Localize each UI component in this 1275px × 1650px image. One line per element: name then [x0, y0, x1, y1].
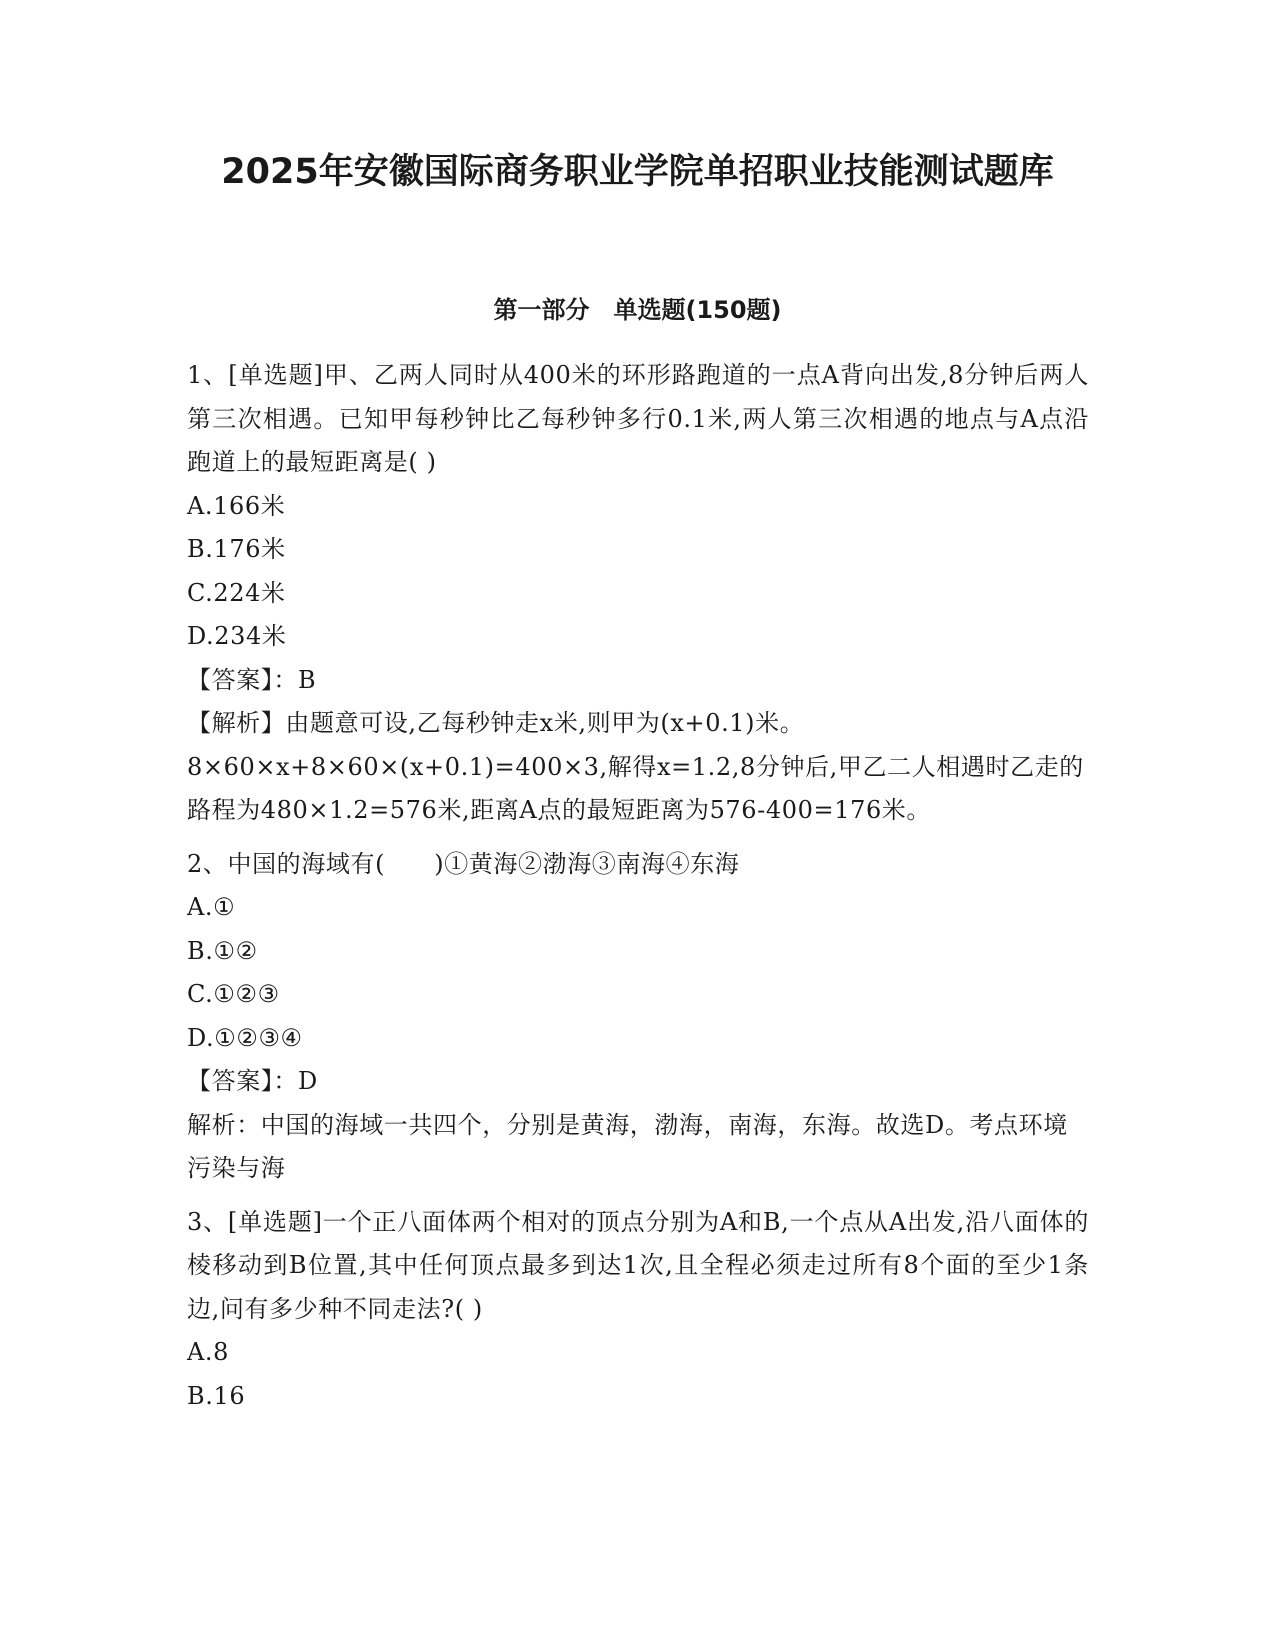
option-b: B.①②: [187, 936, 258, 965]
option-c: C.224米: [187, 578, 286, 607]
answer-value: D: [298, 1067, 318, 1095]
question-1: [187, 354, 1089, 833]
document-title: 2025年安徽国际商务职业学院单招职业技能测试题库: [221, 152, 1054, 192]
option-a: A.166米: [187, 491, 286, 520]
question-stem: 2、中国的海域有( )①黄海②渤海③南海④东海: [187, 849, 740, 878]
answer-label: 【答案】：: [187, 1067, 298, 1095]
section-title: 第一部分 单选题(150题): [493, 296, 782, 324]
explanation: [187, 1104, 1089, 1191]
explanation-line: 【解析】由题意可设,乙每秒钟走x米,则甲为(x+0.1)米。: [187, 709, 805, 737]
explanation-line: 解析：中国的海域一共四个，分别是黄海，渤海，南海，东海。故选D。考点环境污染与海: [187, 1110, 1068, 1182]
question-list: [187, 354, 1089, 1428]
option-d: D.234米: [187, 622, 287, 650]
answer-value: B: [298, 665, 317, 694]
option-a: A.①: [187, 893, 236, 921]
answer-line: [187, 659, 1089, 703]
option-b: B.176米: [187, 535, 286, 563]
option-a: A.8: [187, 1338, 230, 1366]
answer-label: 【答案】：: [187, 665, 298, 694]
option-b: B.16: [187, 1381, 246, 1410]
question-3: [187, 1201, 1089, 1419]
answer-line: [187, 1060, 1089, 1104]
question-stem: 1、[单选题]甲、乙两人同时从400米的环形路跑道的一点A背向出发,8分钟后两人第三次相遇。已知甲每秒钟比乙每秒钟多行0.1米,两人第三次相遇的地点与A点沿跑道上的最短距离是( ): [187, 361, 1089, 476]
question-stem: 3、[单选题]一个正八面体两个相对的顶点分别为A和B,一个点从A出发,沿八面体的棱移动到B位置,其中任何顶点最多到达1次,且全程必须走过所有8个面的至少1条边,问有多少种不同走法?( ): [187, 1207, 1089, 1323]
question-2: [187, 843, 1089, 1191]
explanation-line: 8×60×x+8×60×(x+0.1)=400×3,解得x=1.2,8分钟后,甲乙二人相遇时乙走的路程为480×1.2=576米,距离A点的最短距离为576-400=176米。: [187, 752, 1084, 824]
option-c: C.①②③: [187, 980, 280, 1008]
option-d: D.①②③④: [187, 1023, 303, 1052]
explanation: [187, 702, 1089, 833]
